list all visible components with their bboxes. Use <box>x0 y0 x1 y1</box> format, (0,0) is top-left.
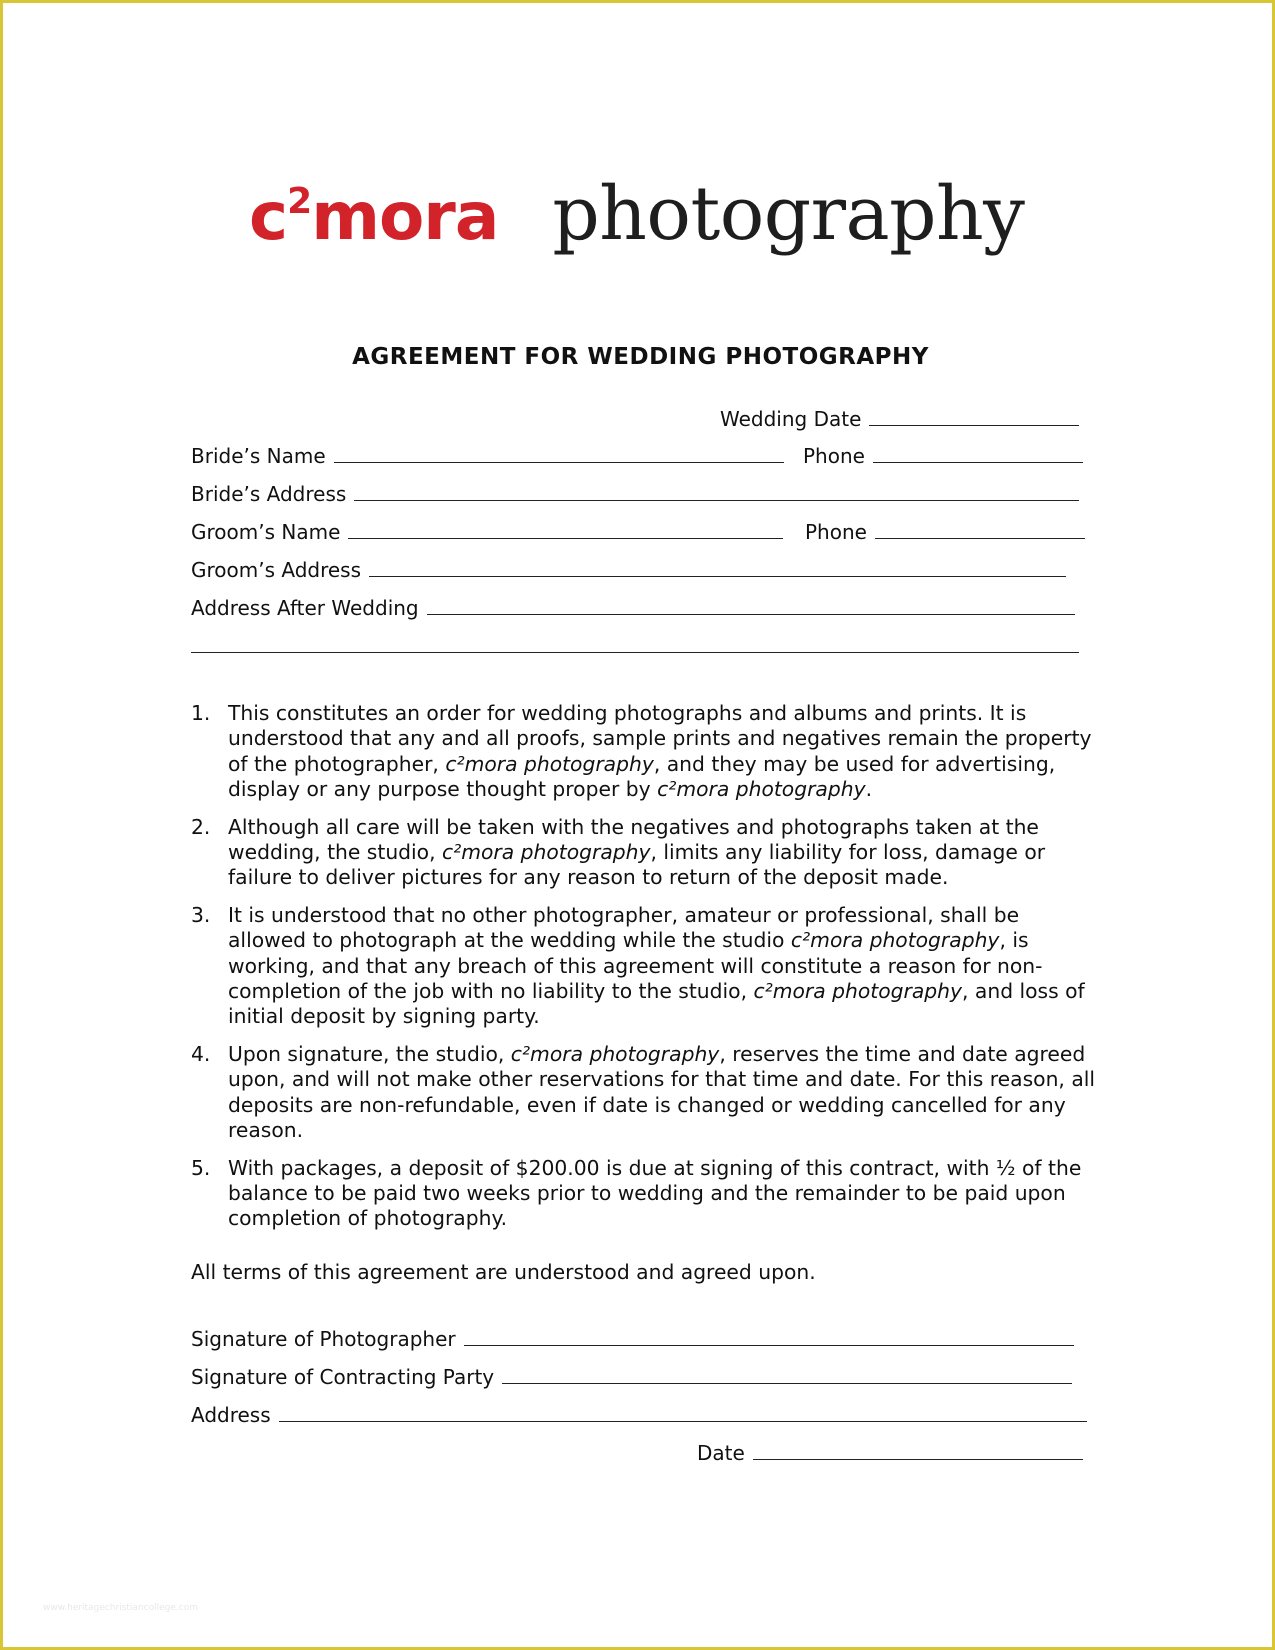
studio-name: c²mora photography <box>657 777 866 802</box>
signature-address-field[interactable]: Address <box>191 1403 1087 1427</box>
photographer-signature-line[interactable] <box>464 1327 1074 1346</box>
contracting-party-signature-field[interactable]: Signature of Contracting Party <box>191 1365 1072 1389</box>
address-after-wedding-line[interactable] <box>427 596 1075 615</box>
contracting-party-signature-line[interactable] <box>502 1365 1072 1384</box>
term-item <box>191 1042 1096 1144</box>
term-number: 4. <box>191 1041 211 1066</box>
address-extra-line[interactable] <box>191 634 1079 653</box>
term-item <box>191 1156 1096 1232</box>
term-text <box>228 1042 1096 1144</box>
term-item <box>191 903 1096 1030</box>
term-text <box>228 903 1096 1030</box>
grooms-address-field[interactable]: Groom’s Address <box>191 558 1066 582</box>
term-text-part: This constitutes an order for wedding photographs and albums and prints. It is understood that any and all proofs, sample prints and negatives remain the property of the photographer, <box>228 701 1092 776</box>
company-logo <box>249 171 1024 257</box>
photographer-signature-field[interactable]: Signature of Photographer <box>191 1327 1074 1351</box>
logo-word: photography <box>552 171 1025 257</box>
term-text <box>228 815 1096 891</box>
signature-date-line[interactable] <box>753 1441 1083 1460</box>
term-text-part: , is working, and that any breach of this agreement will constitute a reason for non-completion of the job with no liability to the studio, <box>228 928 1043 1004</box>
term-item <box>191 701 1096 803</box>
term-text-part: It is understood that no other photographer, amateur or professional, shall be allowed to photograph at the wedding while the studio <box>228 902 1020 953</box>
wedding-date-field[interactable]: Wedding Date <box>720 407 1079 431</box>
term-number: 1. <box>191 701 211 725</box>
term-text-part: Upon signature, the studio, <box>228 1041 511 1066</box>
grooms-name-line[interactable] <box>348 520 783 539</box>
brides-address-line[interactable] <box>354 482 1079 501</box>
groom-phone-field[interactable]: Phone <box>805 520 1085 544</box>
term-text-part: With packages, a deposit of $200.00 is due at signing of this contract, with ½ of the balance to be paid two weeks prior to wedding and the remainder to be paid upon completion of photography. <box>228 1155 1082 1231</box>
studio-name: c²mora photography <box>790 928 1000 953</box>
agreement-statement: All terms of this agreement are understood and agreed upon. <box>191 1260 816 1284</box>
terms-list <box>191 701 1096 1244</box>
term-text-part: , and loss of initial deposit by signing party. <box>228 979 1085 1029</box>
studio-name: c²mora photography <box>441 840 651 865</box>
brides-address-field[interactable]: Bride’s Address <box>191 482 1079 506</box>
term-number: 2. <box>191 814 211 839</box>
brides-name-field[interactable]: Bride’s Name <box>191 444 784 468</box>
studio-name: c²mora photography <box>510 1041 720 1066</box>
signature-address-line[interactable] <box>279 1403 1087 1422</box>
studio-name: c²mora photography <box>753 979 963 1004</box>
grooms-name-field[interactable]: Groom’s Name <box>191 520 783 544</box>
bride-phone-line[interactable] <box>873 444 1083 463</box>
studio-name: c²mora photography <box>445 751 654 776</box>
brides-name-line[interactable] <box>334 444 784 463</box>
wedding-date-line[interactable] <box>869 407 1079 426</box>
term-number: 3. <box>191 902 211 927</box>
term-text-part: , and they may be used for advertising, display or any purpose thought proper by <box>228 751 1056 802</box>
watermark: www.heritagechristiancollege.com <box>43 1603 198 1613</box>
term-text-part: , limits any liability for loss, damage or failure to deliver pictures for any reason to return of the deposit made. <box>228 840 1046 890</box>
term-number: 5. <box>191 1155 211 1180</box>
document-title: AGREEMENT FOR WEDDING PHOTOGRAPHY <box>352 344 929 370</box>
term-text-part: . <box>865 777 873 802</box>
term-text-part: , reserves the time and date agreed upon, and will not make other reservations for that time and date. For this reason, all deposits are non-refundable, even if date is changed or wedding cancelled for any reason. <box>228 1041 1096 1143</box>
term-text <box>228 701 1096 803</box>
term-item <box>191 815 1096 891</box>
bride-phone-field[interactable]: Phone <box>803 444 1083 468</box>
signature-date-field[interactable]: Date <box>697 1441 1083 1465</box>
address-after-wedding-field[interactable]: Address After Wedding <box>191 596 1075 620</box>
logo-brand: $c^2mora$ <box>249 178 499 255</box>
groom-phone-line[interactable] <box>875 520 1085 539</box>
grooms-address-line[interactable] <box>369 558 1066 577</box>
address-extra-line-field[interactable] <box>191 634 1079 653</box>
term-text-part: Although all care will be taken with the negatives and photographs taken at the wedding, the studio, <box>228 814 1039 865</box>
term-text <box>228 1156 1096 1232</box>
